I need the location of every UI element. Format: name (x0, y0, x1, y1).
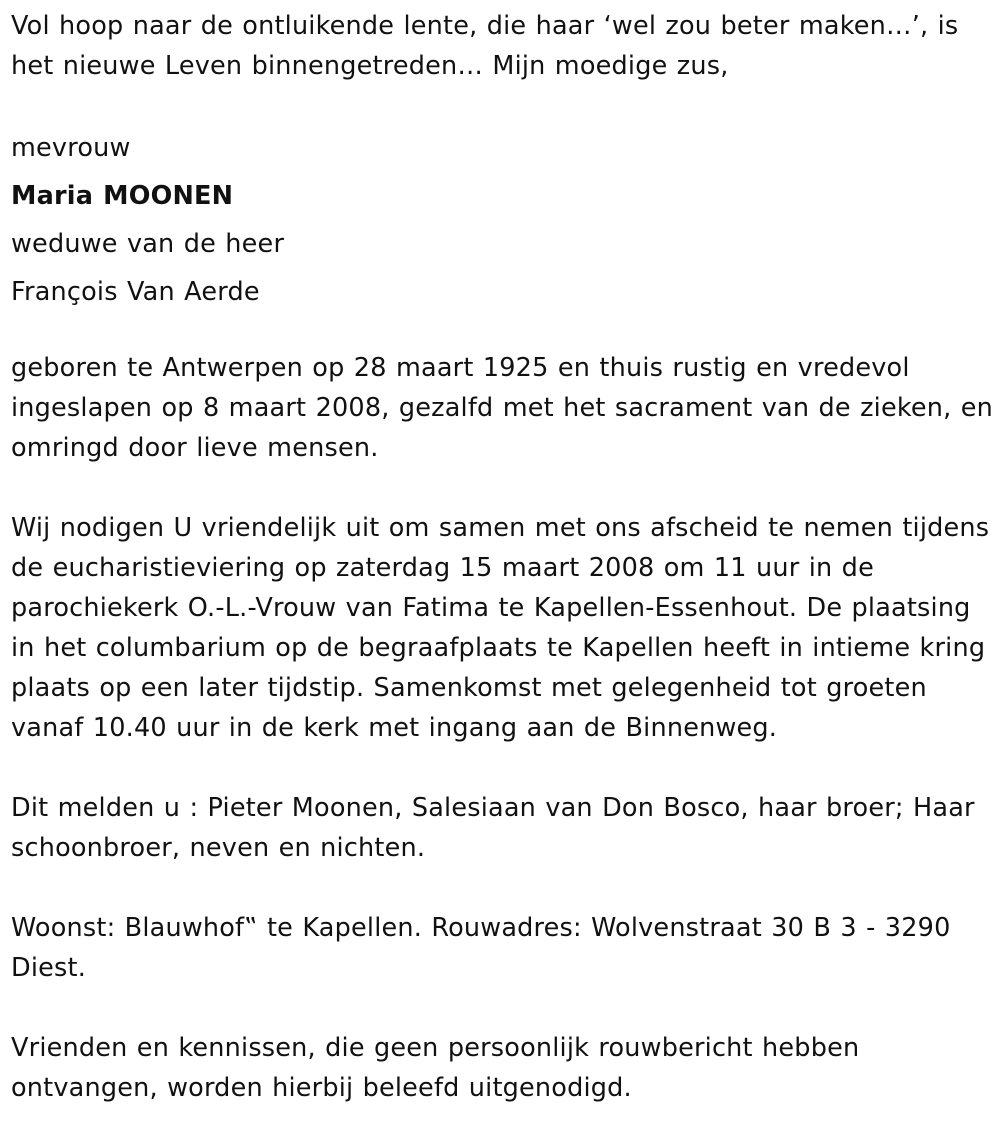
announcers-paragraph: Dit melden u : Pieter Moonen, Salesiaan van Don Bosco, haar broer; Haar schoonbroer, neven en nichten. (11, 793, 975, 863)
deceased-name: Maria MOONEN (11, 181, 234, 211)
relation-text: weduwe van de heer (11, 229, 285, 259)
address-paragraph: Woonst: Blauwhof‟ te Kapellen. Rouwadres: Wolvenstraat 30 B 3 - 3290 Diest. (11, 913, 951, 983)
spouse-name: François Van Aerde (11, 277, 260, 307)
title-label: mevrouw (11, 133, 131, 163)
obituary-document (11, 6, 996, 1108)
birth-death-paragraph: geboren te Antwerpen op 28 maart 1925 en thuis rustig en vredevol ingeslapen op 8 maart 2008, gezalfd met het sacrament van de zieken, en omringd door lieve mensen. (11, 353, 994, 463)
intro-paragraph: Vol hoop naar de ontluikende lente, die haar ‘wel zou beter maken…’, is het nieuwe Leven binnengetreden… Mijn moedige zus, (11, 11, 959, 81)
closing-paragraph: Vrienden en kennissen, die geen persoonlijk rouwbericht hebben ontvangen, worden hierbij beleefd uitgenodigd. (11, 1033, 860, 1103)
invitation-paragraph: Wij nodigen U vriendelijk uit om samen met ons afscheid te nemen tijdens de eucharistieviering op zaterdag 15 maart 2008 om 11 uur in de parochiekerk O.-L.-Vrouw van Fatima te Kapellen-Essenhout. De plaatsing in het columbarium op de begraafplaats te Kapellen heeft in intieme kring plaats op een later tijdstip. Samenkomst met gelegenheid tot groeten vanaf 10.40 uur in de kerk met ingang aan de Binnenweg. (11, 513, 990, 743)
